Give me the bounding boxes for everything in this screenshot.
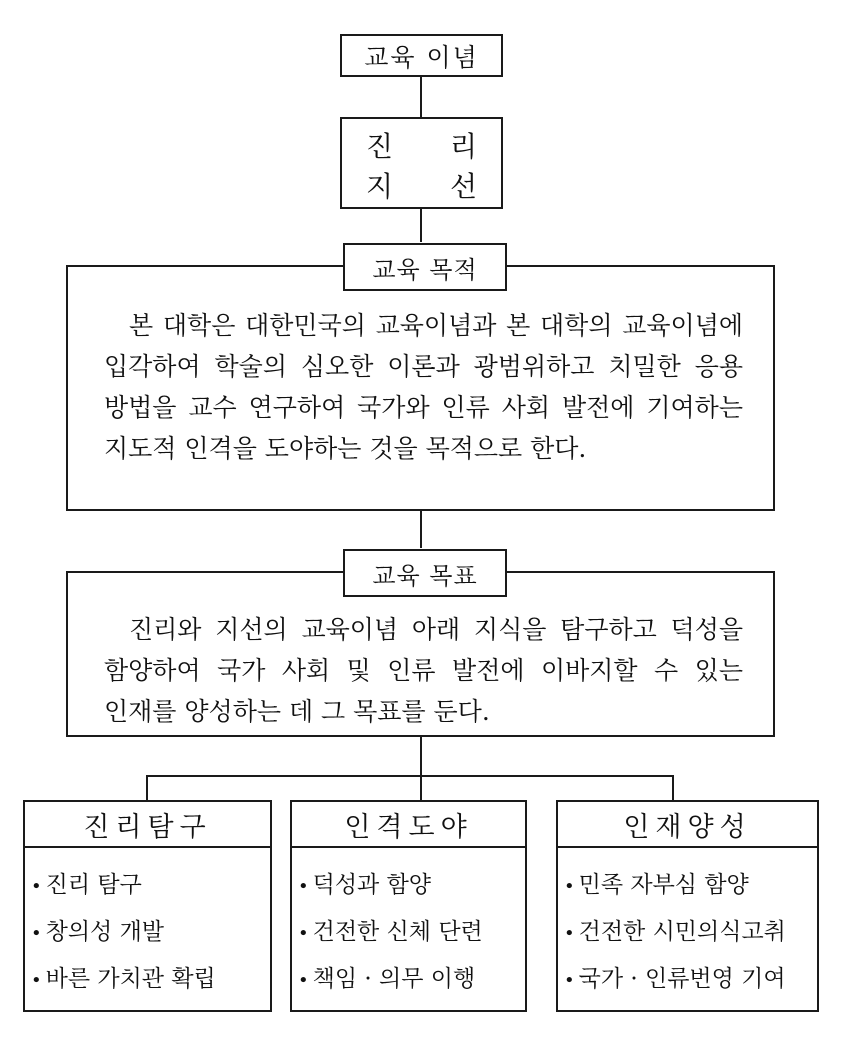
branch-list-character [290,846,527,1012]
list-item: • 덕성과 함양 [298,862,525,909]
list-item: • 바른 가치관 확립 [31,956,270,1003]
philosophy-value: 진 [366,130,394,163]
philosophy-title: 교육 이념 [340,34,503,77]
connector-branch-center [420,775,422,800]
branch-title-talent: 인재양성 [556,800,819,848]
connector-branch-horizontal [146,775,674,777]
list-item: • 책임 · 의무 이행 [298,956,525,1003]
connector-philosophy-truth [420,77,422,117]
goal-text: 진리와 지선의 교육이념 아래 지식을 탐구하고 덕성을 함양하여 국가 사회 및 인류 발전에 이바지할 수 있는 인재를 양성하는 데 그 목표를 둔다. [104,615,743,726]
goal-box [66,561,775,737]
list-item: • 국가 · 인류번영 기여 [564,956,817,1003]
philosophy-values-box [340,117,503,209]
branch-title-truth-seeking: 진리탐구 [23,800,272,848]
connector-truth-purpose [420,209,422,242]
philosophy-value: 지 [366,170,394,203]
purpose-title: 교육 목적 [343,243,507,291]
purpose-text: 본 대학은 대한민국의 교육이념과 본 대학의 교육이념에 입각하여 학술의 심오한 이론과 광범위하고 치밀한 응용 방법을 교수 연구하여 국가와 인류 사회 발전에 기여하는 지도적 인격을 도야하는 것을 목적으로 한다. [104,311,743,463]
philosophy-value: 리 [449,130,477,163]
connector-branch-left [146,775,148,800]
list-item: • 건전한 신체 단련 [298,909,525,956]
list-item: • 진리 탐구 [31,862,270,909]
branch-title-character: 인격도야 [290,800,527,848]
branch-list-truth-seeking [23,846,272,1012]
branch-list-talent [556,846,819,1012]
list-item: • 건전한 시민의식고취 [564,909,817,956]
goal-title: 교육 목표 [343,549,507,597]
list-item: • 창의성 개발 [31,909,270,956]
philosophy-value: 선 [449,170,477,203]
connector-purpose-goal [420,511,422,548]
purpose-box [66,255,775,511]
connector-goal-branches [420,737,422,775]
list-item: • 민족 자부심 함양 [564,862,817,909]
connector-branch-right [672,775,674,800]
